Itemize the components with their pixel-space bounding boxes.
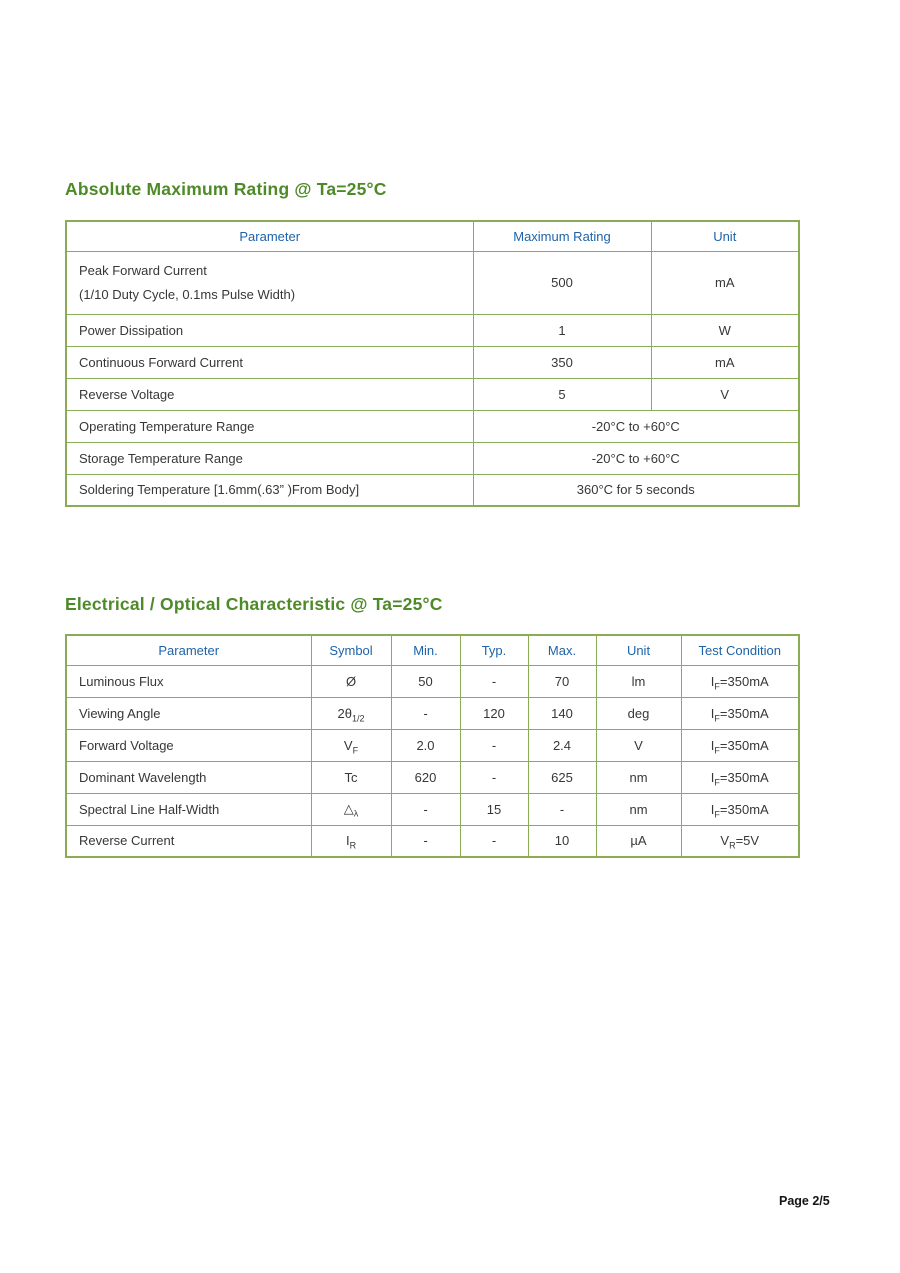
cell-test-condition <box>681 665 799 697</box>
table1-header-maximum-rating: Maximum Rating <box>473 221 651 251</box>
cell-max: - <box>528 793 596 825</box>
cell-test-condition <box>681 761 799 793</box>
cell-symbol <box>311 793 391 825</box>
cell-typ: 120 <box>460 697 528 729</box>
cell-min: 620 <box>391 761 460 793</box>
condition-rest: =350mA <box>719 769 769 785</box>
cell-test-condition <box>681 697 799 729</box>
condition-sub: F <box>714 681 720 692</box>
cell-typ: 15 <box>460 793 528 825</box>
cell-rating: 500 <box>473 251 651 314</box>
cell-typ: - <box>460 665 528 697</box>
cell-parameter: Reverse Voltage <box>66 378 473 410</box>
condition-rest: =350mA <box>719 705 769 721</box>
row-spectral-line-half-width <box>66 793 799 825</box>
cell-rating-merged: 360°C for 5 seconds <box>473 474 799 506</box>
cell-max: 70 <box>528 665 596 697</box>
cell-unit: mA <box>651 346 799 378</box>
symbol-sub: F <box>352 745 359 756</box>
cell-min: 50 <box>391 665 460 697</box>
cell-rating: 350 <box>473 346 651 378</box>
cell-parameter: Forward Voltage <box>66 729 311 761</box>
cell-min: - <box>391 697 460 729</box>
cell-min: 2.0 <box>391 729 460 761</box>
cell-unit: mA <box>651 251 799 314</box>
row-reverse-current <box>66 825 799 857</box>
table2-header-test-condition: Test Condition <box>681 635 799 665</box>
cell-symbol <box>311 825 391 857</box>
cell-unit: lm <box>596 665 681 697</box>
cell-rating: 1 <box>473 314 651 346</box>
table1-header-parameter: Parameter <box>66 221 473 251</box>
section-title-electrical-optical-characteristic: Electrical / Optical Characteristic @ Ta=25°C <box>65 594 443 614</box>
electrical-optical-characteristic-table <box>65 634 800 858</box>
condition-rest: =350mA <box>719 801 769 817</box>
table2-header-max: Max. <box>528 635 596 665</box>
condition-sub: F <box>714 713 720 724</box>
cell-parameter: Operating Temperature Range <box>66 410 473 442</box>
condition-main: I <box>710 737 715 753</box>
cell-parameter: Soldering Temperature [1.6mm(.63” )From Body] <box>66 474 473 506</box>
condition-sub: R <box>729 840 736 851</box>
cell-max: 2.4 <box>528 729 596 761</box>
cell-max: 10 <box>528 825 596 857</box>
page-number: Page 2/5 <box>779 1194 830 1208</box>
cell-parameter: Viewing Angle <box>66 697 311 729</box>
cell-rating: 5 <box>473 378 651 410</box>
cell-test-condition <box>681 729 799 761</box>
condition-main: I <box>710 705 715 721</box>
condition-rest: =350mA <box>719 673 769 689</box>
cell-symbol <box>311 665 391 697</box>
table2-header-parameter: Parameter <box>66 635 311 665</box>
table2-header-unit: Unit <box>596 635 681 665</box>
condition-main: I <box>710 673 715 689</box>
row-continuous-forward-current <box>66 346 799 378</box>
cell-unit: µA <box>596 825 681 857</box>
cell-rating-merged: -20°C to +60°C <box>473 442 799 474</box>
cell-parameter: Spectral Line Half-Width <box>66 793 311 825</box>
symbol-main: I <box>345 833 350 849</box>
cell-parameter: Storage Temperature Range <box>66 442 473 474</box>
symbol-main: Tc <box>344 769 358 785</box>
cell-typ: - <box>460 729 528 761</box>
row-soldering-temperature <box>66 474 799 506</box>
table2-header-typ: Typ. <box>460 635 528 665</box>
cell-parameter: Luminous Flux <box>66 665 311 697</box>
cell-parameter: Dominant Wavelength <box>66 761 311 793</box>
row-storage-temperature-range <box>66 442 799 474</box>
symbol-sub: 1/2 <box>351 713 365 724</box>
cell-unit: deg <box>596 697 681 729</box>
cell-symbol <box>311 729 391 761</box>
parameter-line-2: (1/10 Duty Cycle, 0.1ms Pulse Width) <box>79 286 296 302</box>
row-reverse-voltage <box>66 378 799 410</box>
cell-unit: W <box>651 314 799 346</box>
condition-main: I <box>710 769 715 785</box>
cell-rating-merged: -20°C to +60°C <box>473 410 799 442</box>
row-operating-temperature-range <box>66 410 799 442</box>
table1-header-row <box>66 221 799 251</box>
symbol-sub: R <box>349 840 357 851</box>
symbol-main: Ø <box>345 673 357 689</box>
cell-min: - <box>391 825 460 857</box>
symbol-sub: λ <box>353 808 359 819</box>
cell-unit: V <box>596 729 681 761</box>
row-peak-forward-current <box>66 251 799 314</box>
section-title-absolute-maximum-rating: Absolute Maximum Rating @ Ta=25°C <box>65 179 387 199</box>
condition-main: V <box>720 833 730 849</box>
row-dominant-wavelength <box>66 761 799 793</box>
condition-sub: F <box>714 745 720 756</box>
cell-parameter <box>66 251 473 314</box>
table2-header-symbol: Symbol <box>311 635 391 665</box>
cell-parameter: Continuous Forward Current <box>66 346 473 378</box>
row-viewing-angle <box>66 697 799 729</box>
condition-main: I <box>710 801 715 817</box>
symbol-main: V <box>343 737 353 753</box>
parameter-line-1: Peak Forward Current <box>79 262 207 278</box>
row-forward-voltage <box>66 729 799 761</box>
cell-typ: - <box>460 825 528 857</box>
cell-test-condition <box>681 825 799 857</box>
row-luminous-flux <box>66 665 799 697</box>
condition-sub: F <box>714 809 720 820</box>
condition-rest: =5V <box>735 833 760 849</box>
symbol-main: △ <box>343 801 354 816</box>
cell-unit: V <box>651 378 799 410</box>
cell-min: - <box>391 793 460 825</box>
table2-header-min: Min. <box>391 635 460 665</box>
cell-typ: - <box>460 761 528 793</box>
cell-unit: nm <box>596 761 681 793</box>
cell-symbol <box>311 697 391 729</box>
row-power-dissipation <box>66 314 799 346</box>
table1-header-unit: Unit <box>651 221 799 251</box>
symbol-main: 2θ <box>337 705 352 721</box>
cell-test-condition <box>681 793 799 825</box>
table2-header-row <box>66 635 799 665</box>
cell-max: 625 <box>528 761 596 793</box>
condition-rest: =350mA <box>719 737 769 753</box>
cell-symbol <box>311 761 391 793</box>
cell-max: 140 <box>528 697 596 729</box>
cell-parameter: Reverse Current <box>66 825 311 857</box>
cell-parameter: Power Dissipation <box>66 314 473 346</box>
absolute-maximum-rating-table <box>65 220 800 507</box>
condition-sub: F <box>714 777 720 788</box>
cell-unit: nm <box>596 793 681 825</box>
